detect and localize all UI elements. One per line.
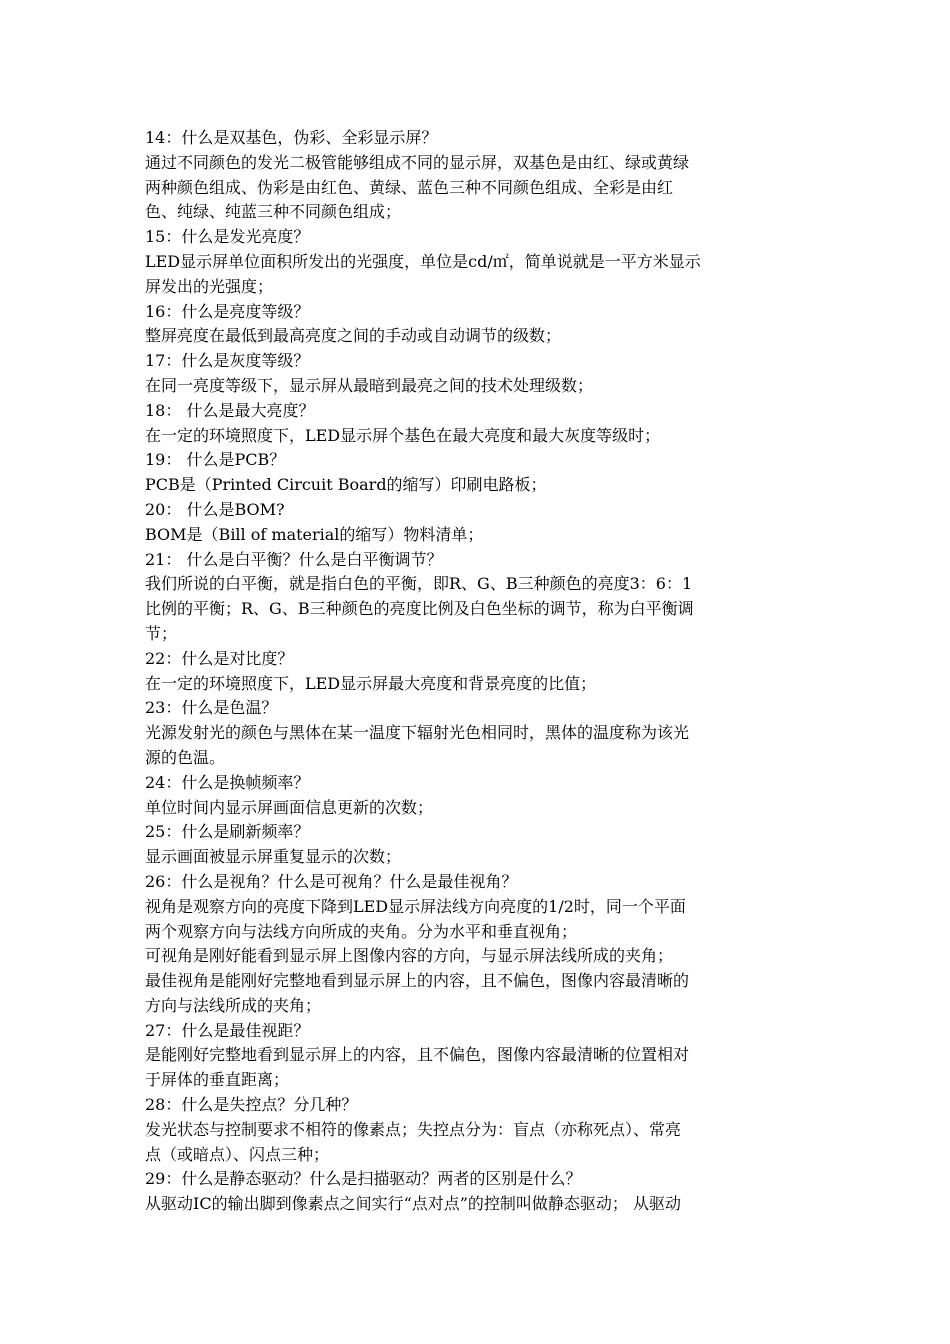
text-line: 两个观察方向与法线方向所成的夹角。分为水平和垂直视角； bbox=[145, 921, 578, 941]
text-line: 比例的平衡；R、G、B三种颜色的亮度比例及白色坐标的调节，称为白平衡调 bbox=[145, 599, 694, 619]
text-line: 源的色温。 bbox=[145, 747, 226, 767]
text-line: 从驱动IC的输出脚到像素点之间实行“点对点”的控制叫做静态驱动； 从驱动 bbox=[145, 1194, 682, 1214]
heading-q22: 22：什么是对比度？ bbox=[145, 648, 294, 668]
text-line: 点（或暗点）、闪点三种； bbox=[145, 1144, 330, 1164]
text-line: 单位时间内显示屏画面信息更新的次数； bbox=[145, 797, 434, 817]
text-line: 是能刚好完整地看到显示屏上的内容，且不偏色，图像内容最清晰的位置相对 bbox=[145, 1045, 690, 1065]
text-line: 在同一亮度等级下，显示屏从最暗到最亮之间的技术处理级数； bbox=[145, 375, 594, 395]
text-line: 两种颜色组成、伪彩是由红色、黄绿、蓝色三种不同颜色组成、全彩是由红 bbox=[145, 177, 674, 197]
text-line: LED显示屏单位面积所发出的光强度，单位是cd/㎡，简单说就是一平方米显示 bbox=[145, 251, 701, 271]
document-body bbox=[145, 126, 815, 1217]
heading-q25: 25：什么是刷新频率？ bbox=[145, 822, 310, 842]
heading-q18: 18： 什么是最大亮度？ bbox=[145, 400, 315, 420]
text-line: 在一定的环境照度下，LED显示屏最大亮度和背景亮度的比值； bbox=[145, 673, 597, 693]
text-line: BOM是（Bill of material的缩写）物料清单； bbox=[145, 524, 484, 544]
text-line: 色、纯绿、纯蓝三种不同颜色组成； bbox=[145, 202, 402, 222]
heading-q21: 21： 什么是白平衡？什么是白平衡调节？ bbox=[145, 549, 443, 569]
text-line: 光源发射光的颜色与黑体在某一温度下辐射光色相同时，黑体的温度称为该光 bbox=[145, 723, 690, 743]
text-line: 我们所说的白平衡，就是指白色的平衡，即R、G、B三种颜色的亮度3：6：1 bbox=[145, 574, 693, 594]
text-line: 节； bbox=[145, 623, 178, 643]
text-line: 显示画面被显示屏重复显示的次数； bbox=[145, 847, 402, 867]
heading-q16: 16：什么是亮度等级？ bbox=[145, 301, 310, 321]
text-line: 整屏亮度在最低到最高亮度之间的手动或自动调节的级数； bbox=[145, 326, 562, 346]
text-line: PCB是（Printed Circuit Board的缩写）印刷电路板； bbox=[145, 475, 547, 495]
heading-q17: 17：什么是灰度等级？ bbox=[145, 351, 310, 371]
heading-q26: 26：什么是视角？什么是可视角？什么是最佳视角？ bbox=[145, 871, 518, 891]
heading-q24: 24：什么是换帧频率？ bbox=[145, 772, 310, 792]
text-line: 通过不同颜色的发光二极管能够组成不同的显示屏，双基色是由红、绿或黄绿 bbox=[145, 152, 690, 172]
text-line: 屏发出的光强度； bbox=[145, 276, 274, 296]
text-line: 视角是观察方向的亮度下降到LED显示屏法线方向亮度的1/2时，同一个平面 bbox=[145, 896, 686, 916]
text-line: 发光状态与控制要求不相符的像素点；失控点分为：盲点（亦称死点）、常亮 bbox=[145, 1119, 682, 1139]
heading-q14: 14：什么是双基色，伪彩、全彩显示屏？ bbox=[145, 128, 438, 147]
heading-q27: 27：什么是最佳视距？ bbox=[145, 1020, 310, 1040]
heading-q28: 28：什么是失控点？分几种？ bbox=[145, 1095, 358, 1115]
heading-q20: 20： 什么是BOM? bbox=[145, 499, 285, 519]
text-line: 于屏体的垂直距离； bbox=[145, 1070, 290, 1090]
heading-q19: 19： 什么是PCB？ bbox=[145, 450, 286, 470]
heading-q29: 29：什么是静态驱动？什么是扫描驱动？两者的区别是什么？ bbox=[145, 1169, 582, 1189]
text-line: 方向与法线所成的夹角； bbox=[145, 995, 322, 1015]
heading-q15: 15：什么是发光亮度？ bbox=[145, 227, 310, 247]
text-line: 可视角是刚好能看到显示屏上图像内容的方向，与显示屏法线所成的夹角； bbox=[145, 946, 674, 966]
heading-q23: 23：什么是色温？ bbox=[145, 698, 278, 718]
text-line: 最佳视角是能刚好完整地看到显示屏上的内容，且不偏色，图像内容最清晰的 bbox=[145, 971, 690, 991]
text-line: 在一定的环境照度下，LED显示屏个基色在最大亮度和最大灰度等级时； bbox=[145, 425, 661, 445]
